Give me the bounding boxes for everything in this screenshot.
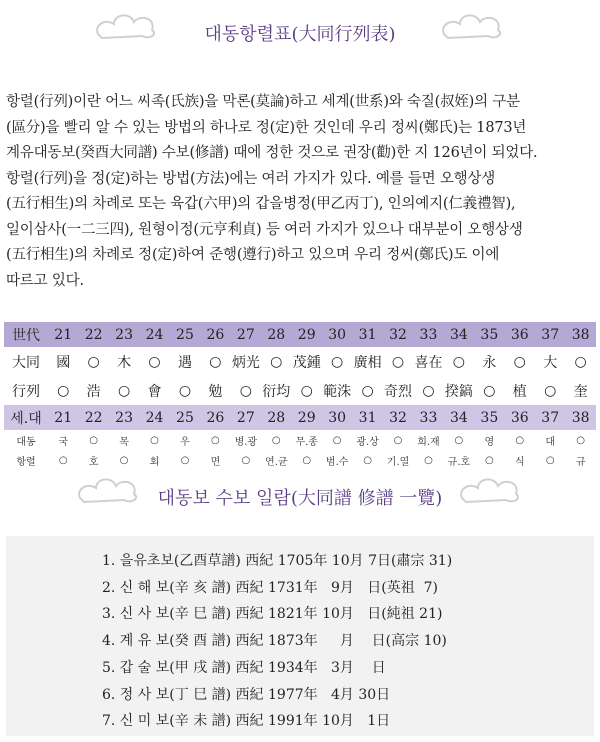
hangryeol-cell: ○ bbox=[300, 382, 313, 399]
daedong-cell: ○ bbox=[452, 353, 466, 370]
daedong-hangul-cell: 광.상 bbox=[356, 436, 379, 448]
daedong-hangul-cell: 영 bbox=[484, 436, 495, 448]
list-item: 2. 신 해 보(辛 亥 譜) 西紀 1731年 9月 日(英祖 7) bbox=[102, 579, 438, 596]
intro-paragraph bbox=[6, 90, 596, 294]
generation-cell: 27 bbox=[236, 326, 255, 343]
daedong-cell: 喜在 bbox=[414, 354, 443, 371]
daedong-hangul-cell: 무.종 bbox=[295, 436, 318, 448]
daedong-cell: ○ bbox=[270, 353, 283, 370]
list-item: 5. 갑 술 보(甲 戌 譜) 西紀 1934年 3月 日 bbox=[102, 659, 386, 676]
generation-footer-cell: 28 bbox=[267, 409, 286, 426]
page-title: 대동항렬표(大同行列表) bbox=[204, 24, 396, 45]
daedong-cell: 永 bbox=[482, 354, 497, 371]
hangryeol-label: 行列 bbox=[12, 383, 40, 400]
hangryeol-row bbox=[4, 376, 596, 405]
hangryeol-hangul-cell: ○ bbox=[545, 454, 555, 466]
hangryeol-hangul-cell: 연.균 bbox=[265, 456, 288, 468]
paragraph-line: 따르고 있다. bbox=[6, 272, 84, 289]
generation-cell: 34 bbox=[449, 326, 468, 343]
paragraph-line: 일이삼사(一二三四), 원형이정(元亨利貞) 등 여러 가지가 있으나 대부분이 오행상생 bbox=[6, 221, 523, 238]
hangryeol-hangul-cell: ○ bbox=[180, 454, 190, 466]
hangryeol-cell: 勉 bbox=[208, 383, 223, 400]
daedong-hangul-cell: ○ bbox=[454, 434, 464, 446]
daedong-hangul-cell: ○ bbox=[211, 434, 220, 446]
generation-footer-cell: 26 bbox=[206, 409, 225, 426]
generation-cell: 35 bbox=[480, 326, 499, 343]
hangryeol-hangul-cell: ○ bbox=[241, 454, 251, 466]
generation-footer-cell: 29 bbox=[297, 409, 316, 426]
generation-label: 世代 bbox=[12, 327, 40, 344]
generation-footer-cell: 30 bbox=[328, 409, 347, 426]
hangryeol-hangul-cell: 규 bbox=[575, 456, 586, 468]
daedong-hangul-cell: 희.재 bbox=[417, 436, 440, 448]
generation-footer-cell: 25 bbox=[176, 409, 194, 426]
generation-cell: 21 bbox=[54, 326, 73, 343]
generation-cell: 36 bbox=[510, 326, 529, 343]
daedong-hangul-cell: ○ bbox=[332, 434, 342, 446]
generation-footer-row bbox=[4, 405, 596, 430]
hangryeol-hangul-cell: ○ bbox=[424, 454, 433, 466]
hangryeol-hangul-cell: 기.열 bbox=[386, 456, 410, 468]
generation-footer-cell: 35 bbox=[480, 409, 499, 426]
hangryeol-cell: 植 bbox=[512, 383, 527, 400]
generation-cell: 32 bbox=[389, 326, 407, 343]
generation-footer-cell: 22 bbox=[84, 409, 103, 426]
daedong-cell: 木 bbox=[117, 354, 132, 371]
hangryeol-cell: ○ bbox=[57, 382, 70, 399]
generation-footer-cell: 31 bbox=[358, 409, 377, 426]
paragraph-line: 계유대동보(癸酉大同譜) 수보(修譜) 때에 정한 것으로 권장(勸)한 지 126년이 되었다. bbox=[6, 145, 538, 161]
daedong-cell: ○ bbox=[513, 353, 526, 370]
generation-cell: 31 bbox=[358, 326, 377, 343]
generation-cell: 22 bbox=[84, 326, 103, 343]
hangryeol-cell: 會 bbox=[147, 383, 162, 400]
daedong-cell: ○ bbox=[574, 353, 587, 370]
hangryeol-cell: 衍均 bbox=[262, 383, 291, 400]
generation-cell: 38 bbox=[571, 326, 590, 343]
hangryeol-cell: ○ bbox=[239, 382, 252, 399]
generation-table bbox=[4, 322, 596, 470]
generation-footer-cell: 37 bbox=[541, 409, 560, 426]
daedong-hangul-cell: ○ bbox=[89, 434, 99, 446]
list-item: 4. 계 유 보(癸 酉 譜) 西紀 1873年 月 日(高宗 10) bbox=[102, 633, 447, 650]
hangryeol-hangul-cell: 식 bbox=[514, 456, 525, 468]
daedong-cell: 茂鍾 bbox=[292, 354, 321, 371]
generation-footer-cell: 33 bbox=[419, 409, 438, 426]
generation-cell: 30 bbox=[328, 326, 347, 343]
hangryeol-hangul-cell: ○ bbox=[363, 454, 372, 466]
section-subtitle: 대동보 수보 일람(大同譜 修譜 一覽) bbox=[157, 488, 443, 509]
daedong-hangul-cell: ○ bbox=[271, 434, 281, 446]
generation-cell: 29 bbox=[297, 326, 316, 343]
generation-cell: 26 bbox=[206, 326, 225, 343]
hangryeol-cell: ○ bbox=[483, 382, 496, 399]
generation-footer-label: 세.대 bbox=[10, 410, 42, 427]
daedong-cell: ○ bbox=[391, 353, 405, 370]
generation-footer-cell: 23 bbox=[115, 409, 133, 426]
hangryeol-cell: 奎 bbox=[573, 383, 588, 400]
list-item: 7. 신 미 보(辛 未 譜) 西紀 1991年 10月 1日 bbox=[102, 713, 391, 730]
generation-footer-cell: 27 bbox=[236, 409, 255, 426]
hangryeol-cell: 範洙 bbox=[323, 383, 352, 400]
hangryeol-hangul-label: 항렬 bbox=[16, 456, 36, 468]
daedong-hangul-cell: ○ bbox=[393, 434, 403, 446]
daedong-cell: 國 bbox=[56, 354, 71, 371]
hangryeol-cell: ○ bbox=[178, 382, 192, 399]
generation-footer-cell: 36 bbox=[510, 409, 529, 426]
daedong-hangul-cell: 병.광 bbox=[234, 436, 258, 448]
hangryeol-cell: 奇烈 bbox=[384, 383, 413, 400]
hangryeol-hangul-cell: 면 bbox=[210, 456, 221, 468]
hangryeol-hangul-cell: ○ bbox=[119, 454, 129, 466]
hangryeol-hangul-cell: ○ bbox=[484, 454, 494, 466]
generation-header-row bbox=[4, 322, 596, 347]
daedong-label: 大同 bbox=[12, 354, 40, 371]
generation-footer-cell: 38 bbox=[571, 409, 590, 426]
daedong-hangul-cell: 대 bbox=[545, 436, 556, 448]
hangryeol-cell: ○ bbox=[544, 382, 557, 399]
hangryeol-hangul-row bbox=[4, 450, 596, 470]
generation-cell: 24 bbox=[145, 326, 164, 343]
paragraph-line: (五行相生)의 차례로 정(定)하여 준행(遵行)하고 있으며 우리 정씨(鄭氏)도 이에 bbox=[6, 247, 500, 263]
generation-cell: 37 bbox=[541, 326, 560, 343]
generation-cell: 28 bbox=[267, 326, 286, 343]
daedong-cell: ○ bbox=[148, 353, 161, 370]
revision-list bbox=[102, 548, 452, 735]
daedong-cell: ○ bbox=[87, 353, 100, 370]
generation-footer-cell: 24 bbox=[145, 409, 164, 426]
paragraph-line: 항렬(行列)을 정(定)하는 방법(方法)에는 여러 가지가 있다. 예를 들면 오행상생 bbox=[6, 170, 496, 187]
daedong-hangul-cell: ○ bbox=[150, 434, 159, 446]
daedong-cell: 遇 bbox=[177, 354, 192, 371]
list-item: 6. 정 사 보(丁 巳 譜) 西紀 1977年 4月 30日 bbox=[102, 686, 391, 703]
daedong-hangul-cell: ○ bbox=[515, 434, 525, 446]
daedong-cell: 廣相 bbox=[353, 354, 382, 371]
hangryeol-cell: ○ bbox=[361, 382, 374, 399]
hangryeol-hangul-cell: 회 bbox=[149, 456, 160, 468]
hangryeol-hangul-cell: 호 bbox=[88, 456, 99, 468]
paragraph-line: (五行相生)의 차례로 또는 육갑(六甲)의 갑을병정(甲乙丙丁), 인의예지(仁義禮智), bbox=[6, 196, 516, 212]
daedong-cell: ○ bbox=[209, 353, 222, 370]
daedong-cell: 大 bbox=[543, 354, 558, 371]
daedong-cell: 炳光 bbox=[231, 354, 260, 371]
revision-list-box bbox=[6, 536, 594, 736]
daedong-hangul-row bbox=[4, 430, 596, 450]
daedong-hangul-cell: ○ bbox=[576, 434, 586, 446]
generation-footer-cell: 21 bbox=[54, 409, 73, 426]
paragraph-line: 항렬(行列)이란 어느 씨족(氏族)을 막론(莫論)하고 세계(世系)와 숙질(叔姪)의 구분 bbox=[6, 94, 520, 110]
paragraph-line: (區分)을 빨리 알 수 있는 방법의 하나로 정(定)한 것인데 우리 정씨(鄭氏)는 1873년 bbox=[6, 119, 527, 136]
daedong-cell: ○ bbox=[331, 353, 344, 370]
hangryeol-hangul-cell: ○ bbox=[302, 454, 312, 466]
list-item: 1. 을유초보(乙酉草譜) 西紀 1705年 10月 7日(肅宗 31) bbox=[102, 553, 453, 569]
generation-cell: 25 bbox=[176, 326, 194, 343]
generation-cell: 33 bbox=[419, 326, 438, 343]
hangryeol-hangul-cell: ○ bbox=[58, 454, 68, 466]
hangryeol-cell: 揆鎬 bbox=[444, 383, 473, 400]
daedong-hangul-label: 대동 bbox=[16, 436, 36, 448]
daedong-hangul-cell: 국 bbox=[58, 436, 69, 448]
list-item: 3. 신 사 보(辛 巳 譜) 西紀 1821年 10月 日(純祖 21) bbox=[102, 606, 443, 623]
hangryeol-hangul-cell: 규.호 bbox=[447, 456, 471, 468]
daedong-hangul-cell: 목 bbox=[119, 436, 129, 448]
hangryeol-cell: ○ bbox=[117, 382, 131, 399]
hangryeol-cell: 浩 bbox=[86, 383, 101, 400]
daedong-row bbox=[4, 347, 596, 376]
generation-footer-cell: 32 bbox=[389, 409, 407, 426]
hangryeol-hangul-cell: 범.수 bbox=[325, 456, 349, 468]
daedong-hangul-cell: 우 bbox=[180, 436, 190, 448]
generation-cell: 23 bbox=[115, 326, 133, 343]
generation-footer-cell: 34 bbox=[449, 409, 468, 426]
hangryeol-cell: ○ bbox=[422, 382, 435, 399]
